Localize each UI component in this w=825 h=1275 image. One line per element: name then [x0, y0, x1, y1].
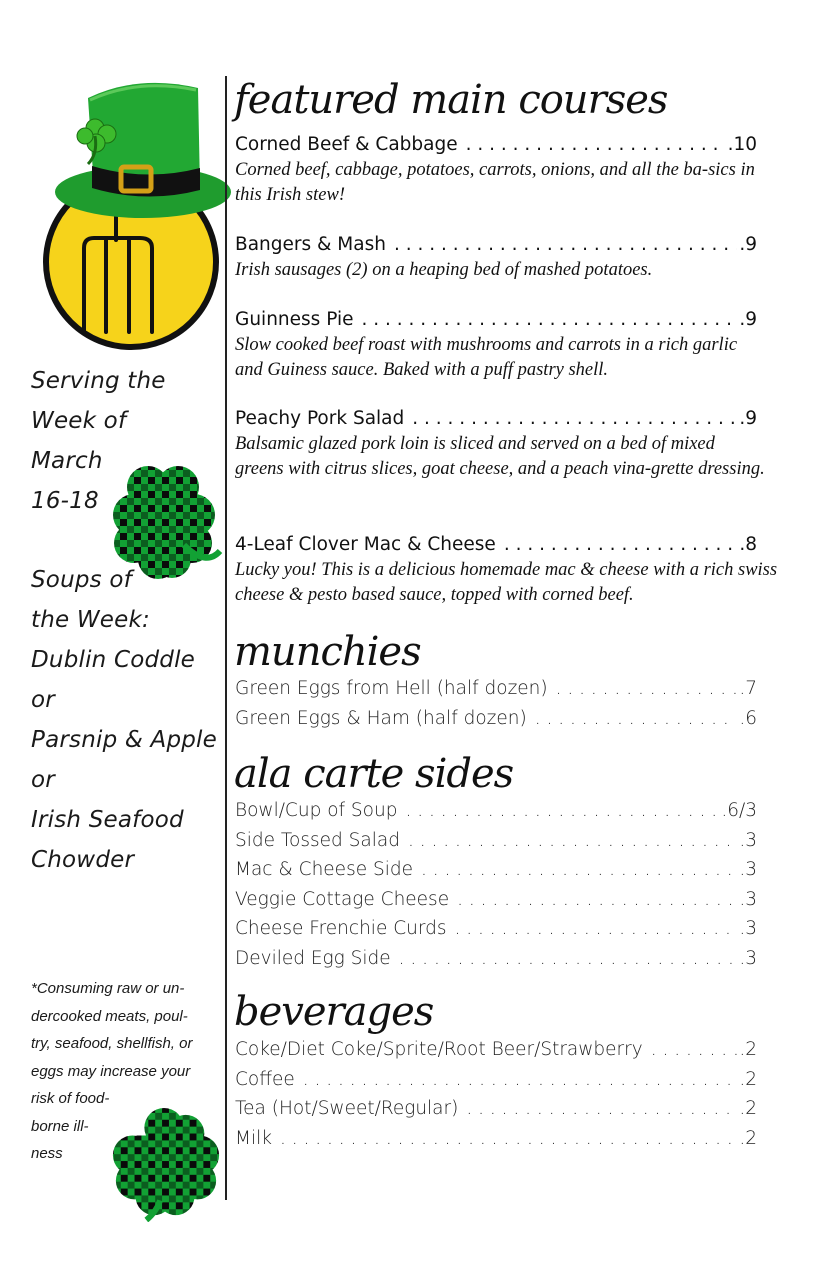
plaid-shamrock-icon [103, 1106, 229, 1222]
menu-item [235, 1038, 757, 1068]
dot-leader [361, 308, 737, 332]
item-name: Green Eggs from Hell (half dozen) [235, 678, 548, 699]
item-name: Green Eggs & Ham (half dozen) [235, 707, 527, 729]
dot-leader [535, 707, 738, 731]
heading-beverages: beverages [234, 989, 434, 1035]
item-name: Coke/Diet Coke/Sprite/Root Beer/Strawberry [235, 1039, 643, 1060]
heading-munchies: munchies [234, 629, 421, 675]
item-description: Corned beef, cabbage, potatoes, carrots, onions, and all the ba-sics in this Irish stew! [235, 160, 755, 205]
item-name: Coffee [235, 1068, 295, 1090]
item-price: .9 [739, 234, 757, 255]
dot-leader [455, 917, 738, 941]
dot-leader [408, 829, 737, 853]
menu-item [235, 1068, 757, 1098]
soups-line: Parsnip & Apple [31, 727, 218, 753]
menu-item [235, 858, 757, 888]
leprechaun-hat-pitchfork-logo [28, 70, 233, 355]
dot-leader [457, 888, 737, 912]
menu-item [235, 133, 757, 208]
item-price: .6 [739, 707, 757, 729]
menu-item [235, 1097, 757, 1127]
item-name: Veggie Cottage Cheese [235, 888, 450, 910]
item-description: Lucky you! This is a delicious homemade mac & cheese with a rich swiss cheese & pesto based sauce, topped with corned beef. [235, 560, 778, 605]
item-price: .2 [739, 1039, 757, 1060]
menu-item [235, 308, 757, 383]
dot-leader [466, 1097, 737, 1121]
menu-item [235, 707, 757, 737]
disclaimer-line: eggs may increase your [31, 1062, 191, 1080]
item-name: Peachy Pork Salad [235, 408, 405, 429]
item-price: .3 [739, 829, 757, 851]
item-price: .2 [739, 1127, 757, 1149]
menu-item [235, 947, 757, 977]
menu-item [235, 533, 778, 608]
heading-featured-main-courses: featured main courses [234, 77, 668, 123]
heading-ala-carte-sides: ala carte sides [234, 751, 514, 797]
menu-item [235, 677, 757, 707]
item-name: Bangers & Mash [235, 234, 386, 255]
item-price: .7 [739, 678, 757, 699]
menu-item [235, 233, 757, 283]
item-name: 4-Leaf Clover Mac & Cheese [235, 534, 496, 555]
serving-line: March [31, 448, 103, 474]
soups-line: Chowder [31, 847, 135, 873]
beverages-list [235, 1038, 757, 1156]
item-description: Balsamic glazed pork loin is sliced and served on a bed of mixed greens with citrus slices, goat cheese, and a peach vina-grette dressing. [235, 434, 765, 479]
item-price: .6/3 [721, 800, 757, 821]
disclaimer-line: risk of food- [31, 1090, 110, 1107]
item-name: Side Tossed Salad [235, 829, 400, 851]
item-name: Guinness Pie [235, 309, 354, 330]
item-price: .3 [739, 888, 757, 910]
menu-item [235, 888, 757, 918]
item-name: Milk [235, 1127, 272, 1149]
item-description: Irish sausages (2) on a heaping bed of mashed potatoes. [235, 260, 653, 280]
item-price: .3 [739, 947, 757, 969]
item-price: .3 [739, 918, 757, 939]
serving-line: Week of [31, 408, 127, 434]
item-price: .3 [739, 859, 757, 880]
item-name: Cheese Frenchie Curds [235, 918, 447, 939]
menu-item [235, 799, 757, 829]
dot-leader [399, 947, 738, 971]
menu-item [235, 407, 765, 482]
munchies-list [235, 677, 757, 736]
disclaimer-line: dercooked meats, poul- [31, 1007, 188, 1025]
disclaimer-line: borne ill- [31, 1117, 89, 1135]
menu-item [235, 917, 757, 947]
item-price: .9 [739, 408, 757, 429]
item-name: Tea (Hot/Sweet/Regular) [235, 1098, 459, 1119]
item-name: Bowl/Cup of Soup [235, 800, 398, 821]
sides-list [235, 799, 757, 976]
menu-item [235, 1127, 757, 1157]
item-price: .10 [727, 134, 757, 155]
serving-line: Serving the [31, 368, 166, 394]
item-description: Slow cooked beef roast with mushrooms and carrots in a rich garlic and Guiness sauce. Baked with a puff pastry shell. [235, 335, 738, 380]
dot-leader [405, 799, 719, 823]
dot-leader [303, 1068, 738, 1092]
dot-leader [504, 533, 738, 557]
item-price: .9 [739, 309, 757, 330]
item-name: Corned Beef & Cabbage [235, 134, 458, 155]
serving-line: 16-18 [31, 488, 99, 514]
soups-line: the Week: [31, 607, 150, 633]
dot-leader [280, 1127, 737, 1151]
dot-leader [651, 1038, 738, 1062]
disclaimer-line: *Consuming raw or un- [31, 980, 185, 997]
item-name: Deviled Egg Side [235, 947, 391, 969]
dot-leader [466, 133, 726, 157]
disclaimer-line: ness [31, 1145, 63, 1162]
soups-line: Dublin Coddle [31, 647, 196, 673]
disclaimer-line: try, seafood, shellfish, or [31, 1035, 193, 1052]
item-name: Mac & Cheese Side [235, 859, 413, 880]
item-price: .2 [739, 1068, 757, 1090]
dot-leader [421, 858, 737, 882]
menu-item [235, 829, 757, 859]
soups-line: or [31, 687, 55, 713]
soups-line: or [31, 767, 55, 793]
soups-line: Soups of [31, 567, 132, 593]
dot-leader [556, 677, 738, 701]
dot-leader [412, 407, 737, 431]
item-price: .8 [739, 534, 757, 555]
soups-of-week-text [31, 560, 217, 880]
dot-leader [394, 233, 737, 257]
column-divider [225, 76, 227, 1200]
item-price: .2 [739, 1098, 757, 1119]
soups-line: Irish Seafood [31, 807, 184, 833]
